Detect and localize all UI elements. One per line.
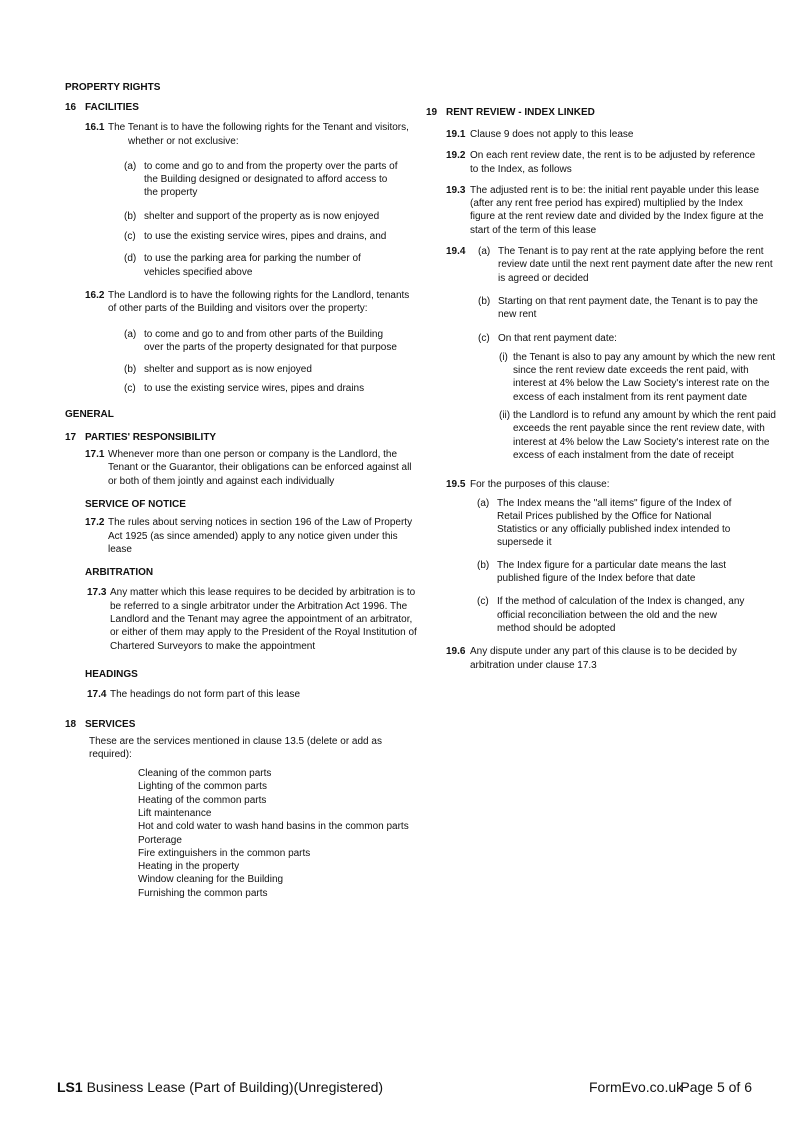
section-16-heading — [65, 101, 415, 114]
list-item — [478, 295, 776, 322]
item-label: (c) — [478, 332, 490, 344]
list-item — [478, 332, 776, 345]
item-label: (a) — [478, 246, 491, 258]
footer-form-title — [57, 1078, 383, 1096]
list-item: Lighting of the common parts — [138, 781, 267, 793]
item-label: (c) — [477, 596, 489, 608]
clause-number: 19.2 — [446, 150, 466, 162]
list-item — [124, 382, 399, 395]
subheading-arbitration: ARBITRATION — [85, 567, 154, 579]
item-text: The Tenant is to pay rent at the rate applying before the rent review date until the next rent payment date after the new rent is agreed or decided — [498, 246, 773, 284]
clause-17-1 — [85, 448, 420, 488]
list-item — [124, 210, 399, 223]
clause-number: 17.1 — [85, 449, 105, 461]
list-item: Window cleaning for the Building — [138, 874, 284, 886]
section-number: 17 — [65, 432, 77, 444]
clause-19-5-list — [477, 497, 745, 636]
item-label: (b) — [124, 364, 137, 376]
section-number: 16 — [65, 102, 77, 114]
item-label: (b) — [478, 295, 491, 307]
clause-16-1 — [85, 121, 420, 148]
list-item — [124, 230, 399, 243]
list-item: Furnishing the common parts — [138, 887, 268, 899]
clause-text: Whenever more than one person or company is the Landlord, the Tenant or the Guarantor, their obligations can be enforced against all or both of them jointly and against each individually — [108, 449, 412, 487]
clause-number: 19.6 — [446, 646, 466, 658]
clause-17-2 — [85, 516, 420, 556]
list-item — [124, 160, 399, 200]
item-label: (a) — [124, 328, 137, 340]
list-item: Heating of the common parts — [138, 794, 267, 806]
list-item — [499, 409, 776, 462]
section-number: 18 — [65, 718, 77, 730]
item-label: (i) — [499, 351, 508, 363]
clause-16-1-text: The Tenant is to have the following rights for the Tenant and visitors, whether or not exclusive: — [108, 122, 409, 147]
list-item — [477, 559, 745, 586]
page-number: Page 5 of 6 — [680, 1079, 752, 1095]
item-text: The Index figure for a particular date means the last published figure of the Index before that date — [497, 559, 727, 585]
clause-text — [108, 121, 420, 148]
subheading-service-of-notice: SERVICE OF NOTICE — [85, 498, 186, 510]
section-19-heading — [426, 106, 751, 119]
clause-number: 19.3 — [446, 184, 466, 196]
section-heading-property-rights: PROPERTY RIGHTS — [65, 82, 161, 93]
clause-number: 17.2 — [85, 517, 105, 529]
item-text: The Index means the "all items" figure of the Index of Retail Prices published by the Office for National Statistics or any officially published index intended to supersede it — [497, 497, 732, 549]
clause-16-2 — [85, 289, 420, 316]
right-column — [426, 106, 776, 672]
list-item — [477, 497, 745, 550]
item-label: (b) — [124, 210, 137, 222]
list-item — [499, 351, 776, 404]
section-heading-general: GENERAL — [65, 408, 114, 420]
item-text: shelter and support as is now enjoyed — [144, 364, 312, 376]
item-text: Starting on that rent payment date, the Tenant is to pay the new rent — [498, 295, 758, 321]
item-text: shelter and support of the property as is now enjoyed — [144, 210, 380, 222]
list-item: Heating in the property — [138, 861, 240, 873]
list-item — [124, 328, 399, 355]
form-title: Business Lease (Part of Building)(Unregistered) — [82, 1079, 384, 1095]
item-text: to come and go to and from other parts of the Building over the parts of the property designated for that purpose — [144, 328, 397, 353]
clause-number: 17.4 — [87, 689, 107, 701]
left-column — [65, 80, 415, 900]
item-label: (d) — [124, 253, 137, 265]
section-18-heading — [65, 718, 415, 731]
clause-text: Clause 9 does not apply to this lease — [470, 129, 634, 140]
clause-number: 16.1 — [85, 122, 105, 134]
clause-number: 17.3 — [87, 587, 107, 599]
list-item: Cleaning of the common parts — [138, 768, 272, 780]
clause-text: The adjusted rent is to be: the initial rent payable under this lease (after any rent free period has expired) multiplied by the Index figure at the rent review date and divided by the Index figure at the start of the term of this lease — [470, 184, 764, 236]
list-item — [124, 363, 399, 376]
clause-number: 19.1 — [446, 129, 466, 140]
section-number: 19 — [426, 107, 438, 118]
item-label: (c) — [124, 383, 136, 395]
clause-19-5 — [446, 478, 764, 491]
section-title: FACILITIES — [85, 102, 139, 114]
item-label: (ii) — [499, 410, 511, 422]
services-intro: These are the services mentioned in clause 13.5 (delete or add as required): — [89, 735, 382, 760]
clause-text: The headings do not form part of this lease — [110, 689, 301, 701]
subheading-headings: HEADINGS — [85, 668, 138, 680]
item-text: the Landlord is to refund any amount by which the rent paid exceeds the rent payable since the rent review date, with interest at 4% below the Law Society's interest rate on the excess of each instalment from the date of receipt — [513, 410, 776, 461]
list-item — [477, 595, 745, 635]
item-text: to use the existing service wires, pipes and drains, and — [144, 231, 387, 243]
clause-17-4 — [87, 688, 420, 701]
list-item — [478, 245, 776, 285]
footer-site: FormEvo.co.uk — [589, 1079, 684, 1095]
clause-19-2 — [446, 149, 764, 176]
clause-19-1 — [446, 128, 764, 141]
list-item: Porterage — [138, 834, 182, 846]
clause-text: For the purposes of this clause: — [470, 479, 610, 491]
services-list — [138, 767, 415, 900]
item-text: to come and go to and from the property over the parts of the Building designed or designated to afford access to the property — [144, 160, 398, 199]
item-text: the Tenant is also to pay any amount by which the new rent since the rent review date exceeds the rent paid, with interest at 4% below the Law Society's interest rate on the excess of each instalment from its rent payment date — [513, 351, 776, 403]
item-text: On that rent payment date: — [498, 332, 617, 344]
clause-text: Any matter which this lease requires to be decided by arbitration is to be referred to a single arbitrator under the Arbitration Act 1996. The Landlord and the Tenant may agree the appointment of an arbitrator, or either of them may apply to the President of the Royal Institution of Chartered Surveyors to make the appointment — [110, 587, 417, 652]
section-17-heading — [65, 431, 415, 444]
clause-text: Any dispute under any part of this clause is to be decided by arbitration under clause 17.3 — [470, 646, 737, 671]
clause-text: The rules about serving notices in section 196 of the Law of Property Act 1925 (as since amended) apply to any notice given under this lease — [108, 517, 413, 555]
item-label: (a) — [477, 497, 490, 509]
clause-19-3 — [446, 184, 764, 237]
section-title: SERVICES — [85, 718, 136, 730]
item-label: (b) — [477, 559, 490, 571]
section-title: PARTIES' RESPONSIBILITY — [85, 432, 217, 444]
roman-list — [499, 351, 776, 462]
clause-19-6 — [446, 645, 764, 672]
list-item: Hot and cold water to wash hand basins in the common parts — [138, 821, 409, 833]
clause-19-4 — [446, 245, 776, 462]
form-code: LS1 — [57, 1079, 83, 1095]
section-title: RENT REVIEW - INDEX LINKED — [446, 107, 595, 118]
list-item: Fire extinguishers in the common parts — [138, 847, 311, 859]
item-text: If the method of calculation of the Index is changed, any official reconciliation between the old and the new method should be adopted — [497, 596, 745, 634]
clause-16-2-list — [124, 328, 399, 396]
list-item — [124, 252, 399, 279]
clause-number: 19.5 — [446, 479, 466, 491]
clause-text: On each rent review date, the rent is to be adjusted by reference to the Index, as follows — [470, 150, 756, 175]
clause-number: 16.2 — [85, 289, 105, 301]
clause-16-1-list — [124, 160, 399, 279]
list-item: Lift maintenance — [138, 807, 212, 819]
clause-text: The Landlord is to have the following rights for the Landlord, tenants of other parts of the Building and visitors over the property: — [108, 289, 410, 315]
item-label: (c) — [124, 231, 136, 243]
item-text: to use the existing service wires, pipes and drains — [144, 383, 365, 395]
clause-number: 19.4 — [446, 246, 466, 258]
item-label: (a) — [124, 160, 137, 172]
clause-17-3 — [87, 586, 420, 652]
item-text: to use the parking area for parking the number of vehicles specified above — [144, 253, 361, 278]
